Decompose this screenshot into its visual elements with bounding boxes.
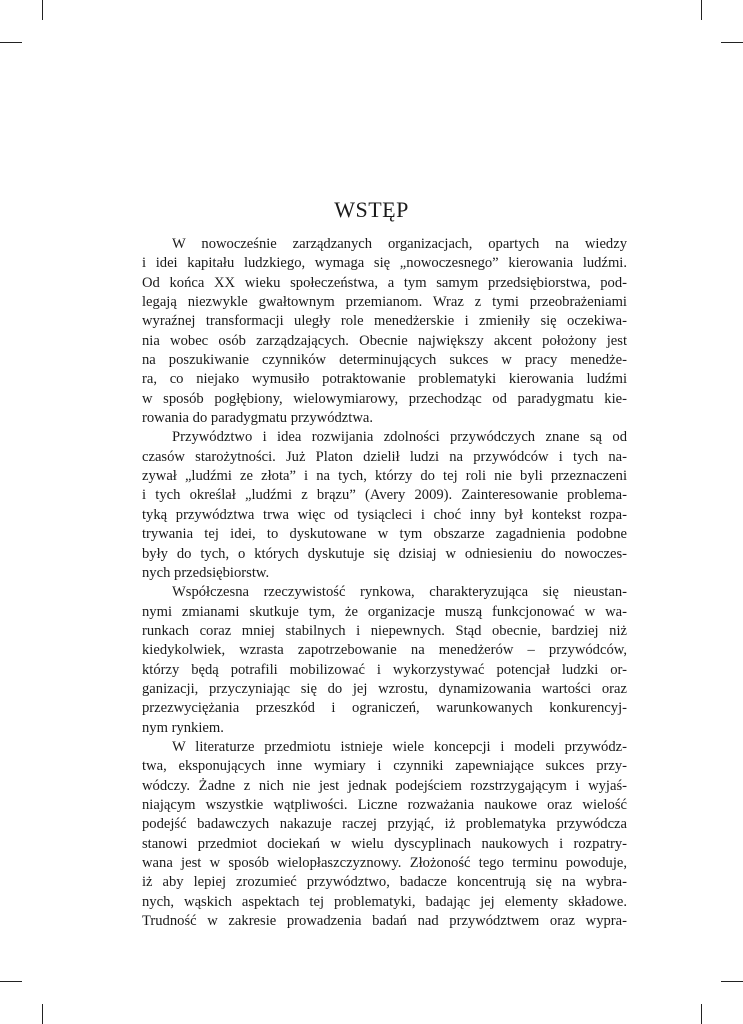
paragraph-line: czasów starożytności. Już Platon dzielił ludzi na przywódców i tych na- [142, 448, 627, 465]
paragraph-line: podejść badawczych nakazuje raczej przyjąć, iż problematyka przywódcza [142, 816, 627, 833]
paragraph-line: przezwyciężania przeszkód i ograniczeń, warunkowanych konkurencyj- [142, 700, 627, 717]
paragraph-line: W literaturze przedmiotu istnieje wiele koncepcji i modeli przywódz- [172, 738, 627, 755]
paragraph-line: tyką przywództwa trwa więc od tysiącleci i choć inny był kontekst rozpa- [142, 506, 627, 523]
paragraph-line: wyraźnej transformacji uległy role menedżerskie i zmieniły się oczekiwa- [142, 313, 627, 330]
paragraph-line: trywania tej idei, to dyskutowane w tym obszarze zagadnienia podobne [142, 526, 627, 543]
paragraph-line: na poszukiwanie czynników determinujących sukces w pracy menedże- [142, 352, 627, 369]
paragraph-line: kiedykolwiek, wzrasta zapotrzebowanie na menedżerów – przywódców, [142, 642, 627, 659]
paragraph-line: były do tych, o których dyskutuje się dzisiaj w odniesieniu do nowoczes- [142, 545, 627, 562]
paragraph-line: nych przedsiębiorstw. [142, 564, 270, 581]
crop-mark-top-left-h [0, 42, 22, 43]
paragraph-line: W nowocześnie zarządzanych organizacjach, opartych na wiedzy [172, 236, 627, 252]
paragraph-line: którzy będą potrafili mobilizować i wykorzystywać potencjał ludzki or- [142, 661, 627, 678]
crop-mark-bottom-left [42, 1004, 43, 1024]
crop-mark-bottom-right [701, 1004, 702, 1024]
crop-mark-top-right [701, 0, 702, 20]
paragraph-line: i idei kapitału ludzkiego, wymaga się „nowoczesnego” kierowania ludźmi. [142, 255, 627, 272]
paragraph-line: nym rynkiem. [142, 719, 224, 736]
crop-mark-top-right-h [721, 42, 743, 43]
paragraph-line: Przywództwo i idea rozwijania zdolności przywódczych znane są od [172, 429, 627, 446]
paragraph-line: legają niezwykle gwałtownym przemianom. Wraz z tymi przeobrażeniami [142, 294, 627, 311]
paragraph-line: runkach coraz mniej stabilnych i niepewnych. Stąd obecnie, bardziej niż [142, 622, 627, 639]
crop-mark-bottom-right-h [721, 981, 743, 982]
paragraph-line: nych, wąskich aspektach tej problematyki, badając jej elementy składowe. [142, 893, 627, 910]
paragraph-line: Od końca XX wieku społeczeństwa, a tym samym przedsiębiorstwa, pod- [142, 274, 627, 291]
body-text [142, 235, 627, 931]
paragraph-line: Współczesna rzeczywistość rynkowa, charakteryzująca się nieustan- [172, 584, 627, 601]
paragraph-line: ra, co niejako wymusiło potraktowanie problematyki kierowania ludźmi [142, 371, 627, 388]
paragraph-line: w sposób pogłębiony, wielowymiarowy, przechodząc od paradygmatu kie- [142, 390, 627, 407]
paragraph-line: nia wobec osób zarządzających. Obecnie największy akcent położony jest [142, 332, 627, 349]
paragraph-line: i tych określał „ludźmi z brązu” (Avery 2009). Zainteresowanie problema- [142, 487, 627, 504]
paragraph-line: stanowi przedmiot dociekań w wielu dyscyplinach naukowych i rozpatry- [142, 835, 627, 852]
paragraph-line: zywał „ludźmi ze złota” i na tych, którzy do tej roli nie byli przeznaczeni [142, 468, 627, 485]
paragraph-line: nymi zmianami skutkuje tym, że organizacje muszą funkcjonować w wa- [142, 603, 627, 620]
paragraph-line: wódczy. Żadne z nich nie jest jednak podejściem rozstrzygającym i wyjaś- [142, 777, 627, 794]
crop-mark-top-left [42, 0, 43, 20]
paragraph-line: niającym wszystkie wątpliwości. Liczne rozważania naukowe oraz wielość [142, 796, 627, 813]
paragraph-line: rowania do paradygmatu przywództwa. [142, 410, 373, 427]
paragraph-line: twa, eksponujących inne wymiary i czynniki zapewniające sukces przy- [142, 758, 627, 775]
paragraph-line: Trudność w zakresie prowadzenia badań nad przywództwem oraz wypra- [142, 913, 627, 930]
paragraph-line: iż aby lepiej zrozumieć przywództwo, badacze koncentrują się na wybra- [142, 874, 627, 891]
paragraph-line: wana jest w sposób wielopłaszczyznowy. Złożoność tego terminu powoduje, [142, 855, 627, 871]
paragraph-line: ganizacji, przyczyniając się do jej wzrostu, dynamizowania wartości oraz [142, 680, 627, 697]
crop-mark-bottom-left-h [0, 981, 22, 982]
chapter-heading: WSTĘP [334, 197, 409, 222]
